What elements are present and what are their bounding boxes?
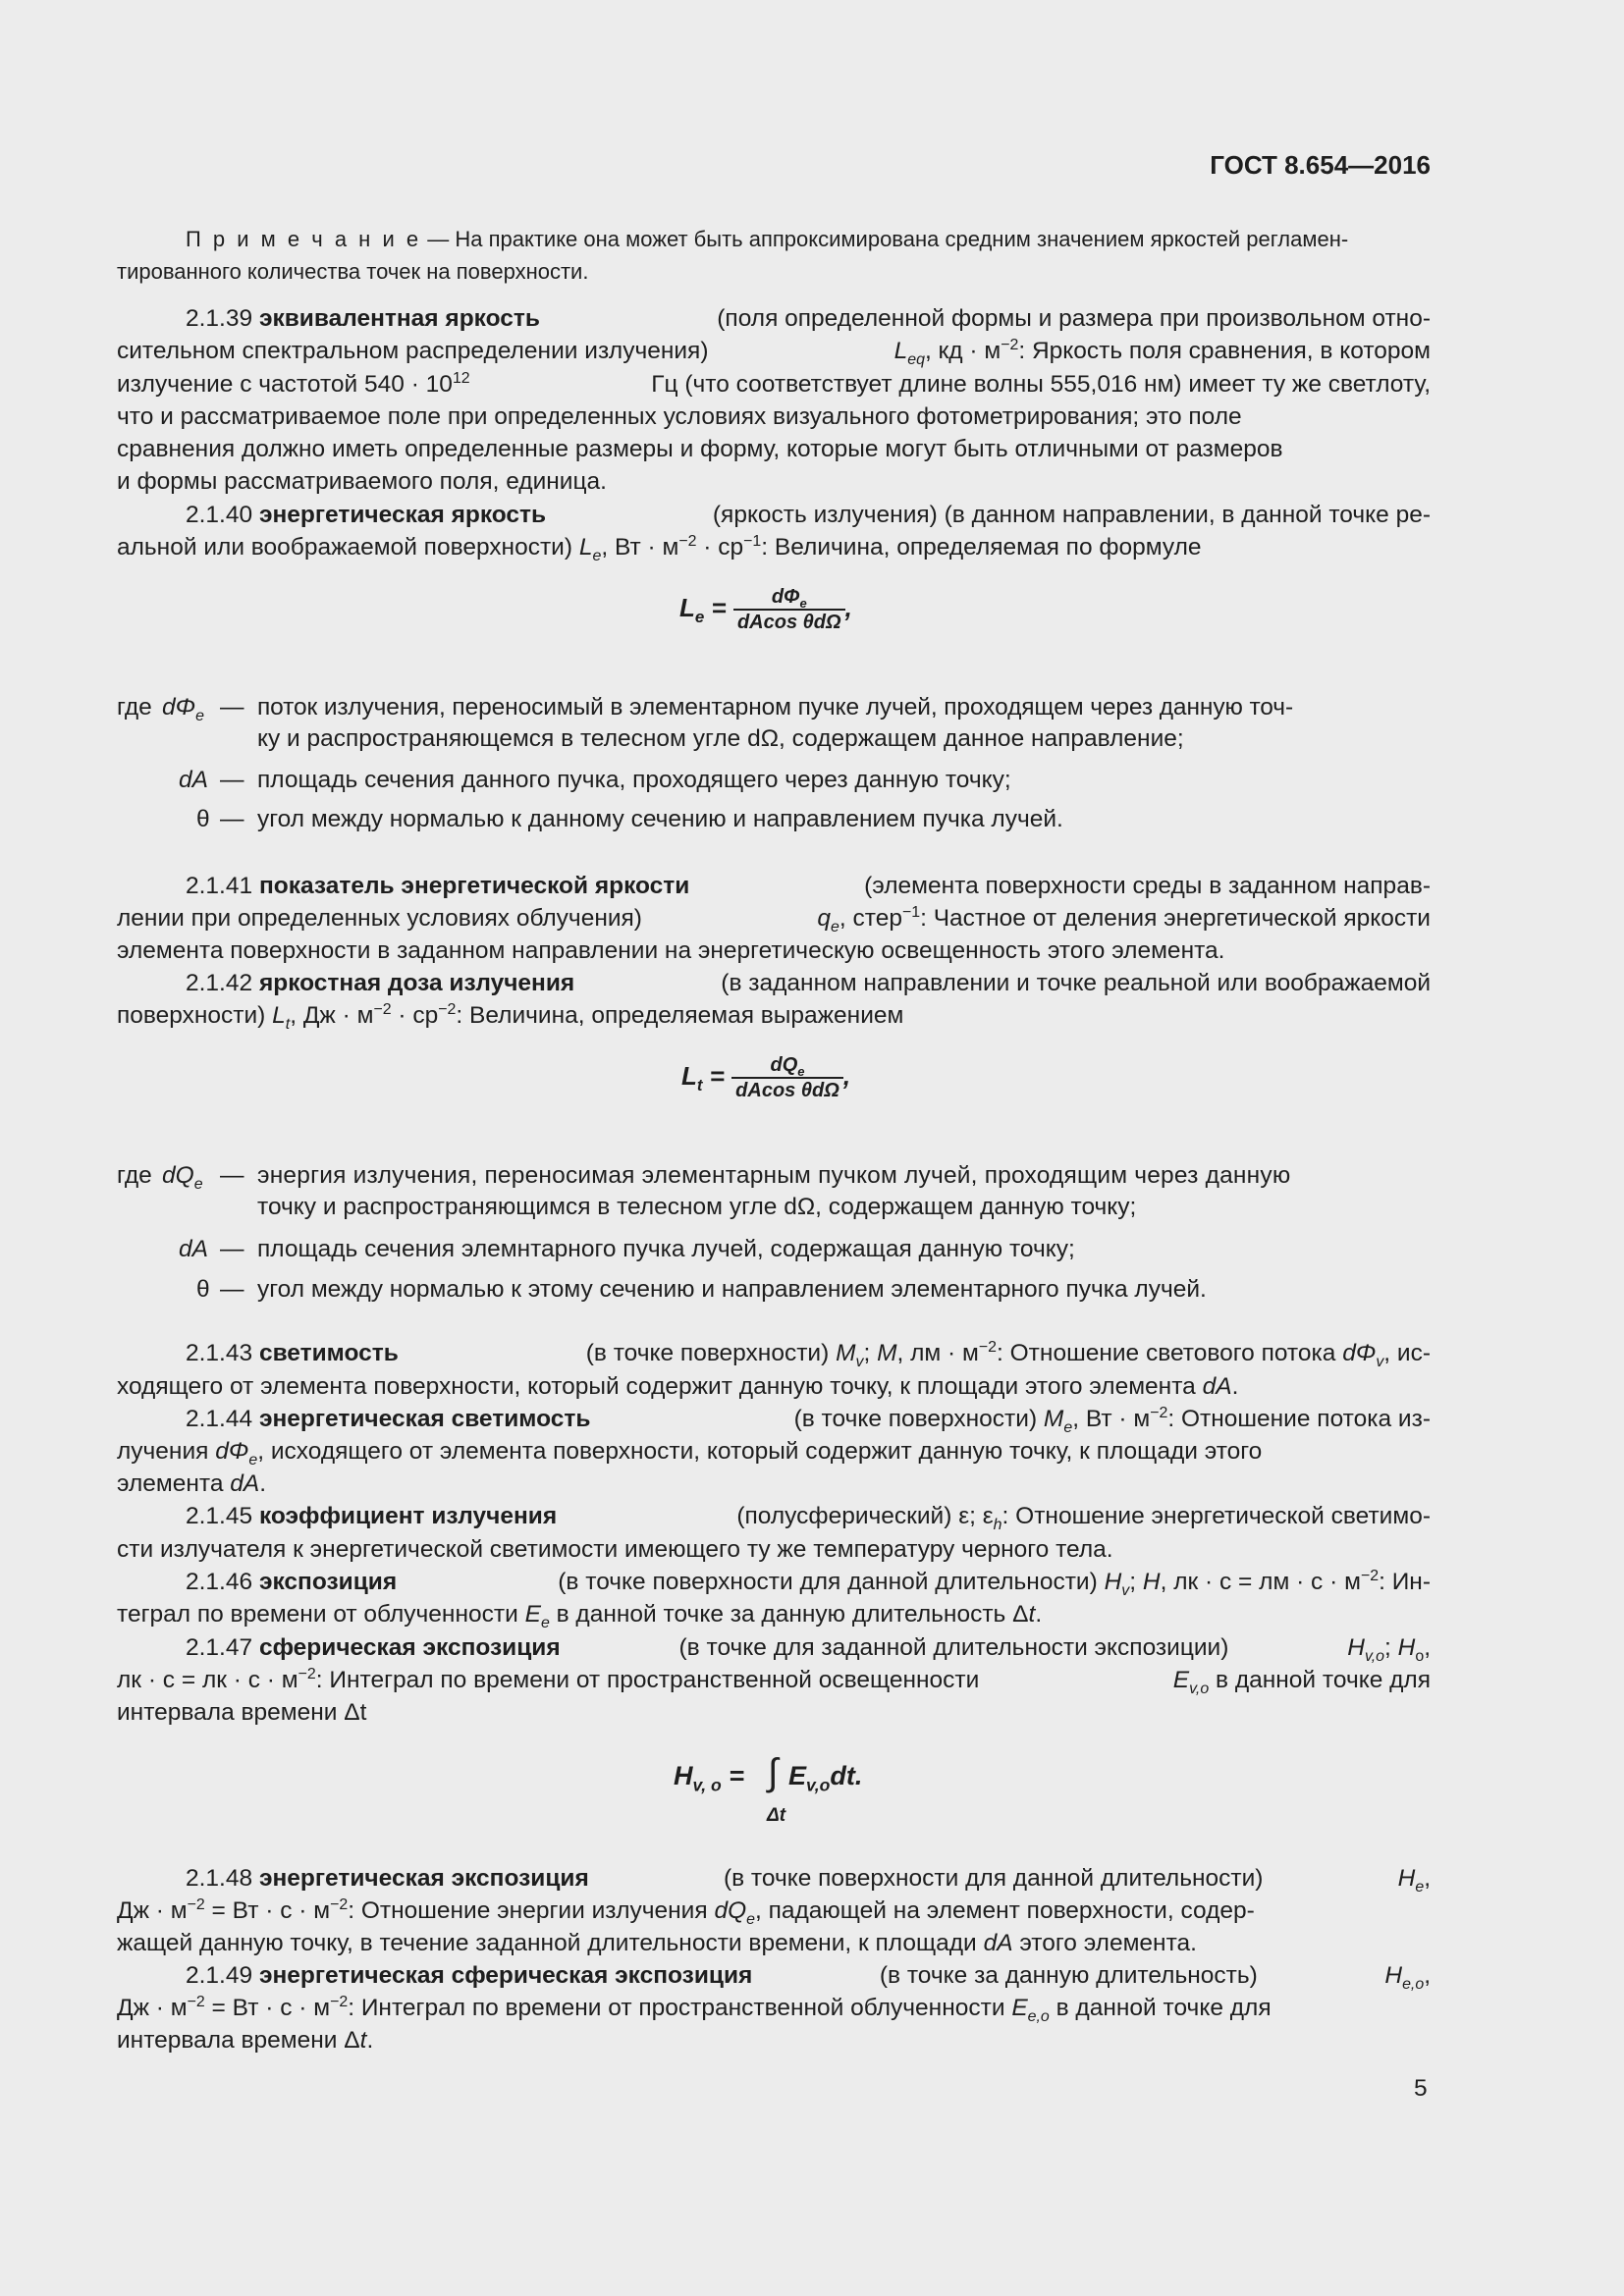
s43-line-2 [117, 1375, 1238, 1400]
s39-unit-sup: −2 [1001, 336, 1019, 353]
s39-line-6: и формы рассматриваемого поля, единица. [117, 468, 607, 495]
s40-formula-lhs: L [679, 592, 695, 622]
s44-unit-sup: −2 [1150, 1404, 1168, 1421]
s47-formula-integral: ∫ [768, 1752, 779, 1793]
s49-unit-2: = Вт · с · м [204, 1995, 331, 2021]
s47-formula-lhs: H [674, 1761, 693, 1790]
s40-def-1-dash: — [220, 694, 244, 721]
s43-symbol-2: M [877, 1340, 897, 1366]
s40-formula-num-sub: e [799, 596, 807, 611]
s49-unit-sup-1: −2 [187, 1993, 205, 2010]
s42-symbol: L [272, 1002, 286, 1029]
s42-formula-num: dQ [770, 1054, 798, 1076]
s42-def-2-dash: — [220, 1236, 244, 1262]
s41-symbol-sub: e [831, 918, 839, 935]
s42-formula-num-sub: e [797, 1064, 805, 1079]
s40-def-3-text: угол между нормалью к данному сечению и направлением пучка лучей. [257, 806, 1063, 832]
s42-formula-lhs-sub: t [696, 1076, 703, 1095]
s42-unit-sup-2: −2 [438, 1000, 457, 1018]
s46-text-1d: : Ин- [1379, 1569, 1431, 1595]
s48-symbol-sub: e [1415, 1878, 1425, 1896]
s44-line-3 [117, 1472, 266, 1497]
s46-unit-sup: −2 [1360, 1567, 1380, 1584]
s43-text-1d: : Отношение светового потока [997, 1340, 1336, 1366]
s40-def-1-text-1: поток излучения, переносимый в элементарном пучке лучей, проходящем через данную точ- [257, 694, 1294, 721]
s41-line-1 [186, 875, 1431, 899]
s41-number: 2.1.41 [186, 873, 253, 899]
s42-formula-lhs: L [681, 1060, 697, 1091]
s49-text-3-end: . [366, 2027, 374, 2054]
s40-formula-lhs-sub: e [694, 608, 705, 627]
s42-def-3-text: угол между нормалью к этому сечению и направлением элементарного пучка лучей. [257, 1276, 1207, 1303]
s49-symbol-e-sub: e,o [1027, 2007, 1050, 2025]
s48-unit: Дж · м [117, 1897, 188, 1924]
s39-number: 2.1.39 [186, 305, 253, 332]
s43-symbol-3: dΦ [1342, 1340, 1377, 1366]
s47-symbol-2: H [1397, 1634, 1416, 1661]
s44-text-2b: , исходящего от элемента поверхности, который содержит данную точку, к площади этого [257, 1438, 1263, 1465]
s42-def-1-line-2: точку и распространяющимся в телесном угле dΩ, содержащем данную точку; [257, 1194, 1137, 1220]
s45-text-1b: : Отношение энергетической светимо- [1001, 1503, 1431, 1529]
s43-symbol: M [836, 1340, 856, 1366]
s47-formula-tail: dt. [830, 1761, 863, 1790]
s44-number: 2.1.44 [186, 1406, 253, 1432]
s40-text-2a: альной или воображаемой поверхности) [117, 534, 573, 561]
s40-formula-tail: , [844, 592, 852, 622]
s39-line-2 [117, 336, 1431, 368]
s42-def-3-symbol: θ [196, 1276, 210, 1303]
s47-symbol: H [1347, 1634, 1365, 1661]
s42-def-3-dash: — [220, 1276, 244, 1303]
note-line-2: тированного количества точек на поверхности. [117, 259, 589, 284]
s43-unit-sup: −2 [978, 1338, 998, 1356]
s43-text-1a: (в точке поверхности) [585, 1340, 830, 1366]
s48-number: 2.1.48 [186, 1865, 253, 1892]
s47-text-1a: (в точке для заданной длительности экспозиции) [678, 1634, 1229, 1661]
s47-formula-body-sub: v,o [806, 1775, 831, 1795]
s40-line-2 [117, 532, 1202, 564]
s45-text-1a: (полусферический) ε; ε [736, 1503, 994, 1529]
s43-text-1e: , ис- [1383, 1340, 1431, 1366]
s44-symbol-2-sub: e [248, 1451, 258, 1468]
s46-sep: ; [1129, 1569, 1137, 1595]
s49-symbol-sub: e,o [1402, 1975, 1425, 1993]
s40-formula-den: dAcos θdΩ [733, 609, 845, 632]
s49-symbol-t: t [359, 2027, 367, 2054]
s44-text-2a: лучения [117, 1438, 209, 1465]
s41-text-1: (элемента поверхности среды в заданном направ- [864, 873, 1431, 899]
s47-symbol-e-sub: v,o [1189, 1680, 1210, 1697]
s40-formula-fraction [733, 587, 845, 632]
s40-formula-eq: = [704, 592, 733, 622]
s40-number: 2.1.40 [186, 502, 253, 528]
s49-unit: Дж · м [117, 1995, 188, 2021]
s40-term: энергетическая яркость [258, 502, 547, 528]
s40-def-1-line-1 [257, 696, 1431, 721]
s49-text-1b: , [1424, 1962, 1431, 1989]
s44-symbol-sub: e [1063, 1418, 1073, 1436]
s39-line-3 [117, 369, 1431, 398]
s41-line-2 [117, 903, 1431, 935]
s39-text-3b: Гц (что соответствует длине волны 555,016 нм) имеет ту же светлоту, [651, 371, 1431, 398]
s39-text-2c: : Яркость поля сравнения, в котором [1018, 338, 1431, 364]
s46-text-2b: в данной точке за данную длительность Δ [549, 1601, 1029, 1628]
s42-formula-eq: = [702, 1060, 732, 1091]
s47-sep: ; [1384, 1634, 1391, 1661]
s49-term: энергетическая сферическая экспозиция [258, 1962, 753, 1989]
s46-term: экспозиция [258, 1569, 398, 1595]
s48-text-2d: , падающей на элемент поверхности, содер- [755, 1897, 1255, 1924]
note-text-1: — На практике она может быть аппроксимирована средним значением яркостей регламен- [427, 227, 1349, 251]
s42-where: где [117, 1162, 152, 1189]
s44-symbol-da: dA [230, 1470, 260, 1497]
s43-unit: , лм · м [896, 1340, 979, 1366]
s47-unit-sup: −2 [298, 1665, 316, 1682]
s44-unit: , Вт · м [1072, 1406, 1151, 1432]
s49-text-2c: : Интеграл по времени от пространственной облученности [348, 1995, 1005, 2021]
s42-term: яркостная доза излучения [258, 970, 575, 996]
s47-line-3: интервала времени Δt [117, 1699, 367, 1726]
s45-line-1 [186, 1503, 1431, 1533]
s48-symbol-dq: dQ [714, 1897, 747, 1924]
s49-line-2 [117, 1993, 1431, 2025]
s40-def-3-dash: — [220, 806, 244, 832]
s39-text-3-sup: 12 [452, 369, 470, 387]
s46-symbol-t: t [1028, 1601, 1036, 1628]
s40-def-1-line-2: ку и распространяющемся в телесном угле dΩ, содержащем данное направление; [257, 725, 1184, 752]
s40-def-2-symbol: dA [179, 767, 208, 793]
s40-unit-sup-1: −2 [678, 532, 697, 550]
s44-text-3a: элемента [117, 1470, 224, 1497]
s42-formula-tail: , [842, 1060, 851, 1091]
s42-line-2 [117, 1000, 904, 1033]
s48-symbol-da: dA [983, 1930, 1013, 1956]
s44-line-2 [117, 1438, 1431, 1468]
s43-sep: ; [863, 1340, 871, 1366]
s44-symbol-2: dΦ [215, 1438, 249, 1465]
s48-text-1b: , [1424, 1865, 1431, 1892]
s42-formula [681, 1055, 850, 1100]
s42-unit-sup-1: −2 [373, 1000, 392, 1018]
s48-symbol-dq-sub: e [746, 1910, 755, 1928]
s45-line-2: сти излучателя к энергетической светимости имеющего ту же температуру черного тела. [117, 1536, 1113, 1563]
s43-symbol-sub: v [855, 1353, 864, 1370]
s48-unit-sup-2: −2 [330, 1896, 349, 1913]
s40-symbol: L [578, 534, 593, 561]
s49-symbol: H [1384, 1962, 1403, 1989]
s42-formula-den: dAcos θdΩ [731, 1077, 843, 1100]
s42-def-1-symbol: $dQ_e$ [162, 1162, 203, 1193]
s39-text-1: (поля определенной формы и размера при произвольном отно- [717, 305, 1431, 332]
s40-where: где [117, 694, 152, 721]
s49-text-2d: в данной точке для [1049, 1995, 1272, 2021]
s39-unit: , кд · м [924, 338, 1001, 364]
s47-symbol-sub: v,o [1364, 1647, 1384, 1665]
s44-text-1c: : Отношение потока из- [1167, 1406, 1431, 1432]
s47-formula [674, 1761, 752, 1795]
s46-number: 2.1.46 [186, 1569, 253, 1595]
s40-def-2-text: площадь сечения данного пучка, проходящего через данную точку; [257, 767, 1011, 793]
s43-number: 2.1.43 [186, 1340, 253, 1366]
s40-def-2-dash: — [220, 767, 244, 793]
s44-term: энергетическая светимость [258, 1406, 591, 1432]
s42-text-2d: : Величина, определяемая выражением [456, 1002, 904, 1029]
s39-text-3a: излучение с частотой 540 · 10 [117, 371, 453, 398]
s49-unit-sup-2: −2 [330, 1993, 349, 2010]
s41-text-2a: лении при определенных условиях облучения) [117, 905, 642, 932]
s42-def-1-dash: — [220, 1162, 244, 1189]
s47-line-1 [186, 1634, 1431, 1665]
s43-line-1 [186, 1338, 1431, 1370]
s47-formula-body [788, 1761, 863, 1795]
s47-text-2c: в данной точке для [1209, 1667, 1431, 1693]
s47-formula-lhs-sub: v, o [692, 1775, 722, 1795]
s39-term: эквивалентная яркость [258, 305, 540, 332]
s47-symbol-e: E [1172, 1667, 1190, 1693]
s45-number: 2.1.45 [186, 1503, 253, 1529]
s48-text-2c: : Отношение энергии излучения [348, 1897, 708, 1924]
s48-unit-2: = Вт · с · м [204, 1897, 331, 1924]
s42-unit: , Дж · м [290, 1002, 374, 1029]
s42-line-1 [186, 972, 1431, 996]
s39-text-2a: сительном спектральном распределении излучения) [117, 338, 709, 364]
s39-symbol-sub: eq [907, 350, 925, 368]
s46-symbol: H [1104, 1569, 1122, 1595]
s46-text-2a: теграл по времени от облученности [117, 1601, 518, 1628]
s43-term: светимость [258, 1340, 399, 1366]
s40-def-3-symbol: θ [196, 806, 210, 832]
s48-line-3 [117, 1932, 1197, 1956]
s46-symbol-sub: v [1121, 1581, 1130, 1599]
s40-unit-2: · ср [696, 534, 744, 561]
s47-line-2 [117, 1665, 1431, 1697]
s47-term: сферическая экспозиция [258, 1634, 561, 1661]
s46-symbol-e: E [524, 1601, 541, 1628]
s41-term: показатель энергетической яркости [258, 873, 690, 899]
s48-unit-sup-1: −2 [187, 1896, 205, 1913]
s44-line-1 [186, 1404, 1431, 1436]
s40-formula-num: dΦ [771, 586, 800, 608]
s46-unit: , лк · с = лм · с · м [1160, 1569, 1361, 1595]
s39-line-5: сравнения должно иметь определенные размеры и форму, которые могут быть отличными от размеров [117, 436, 1283, 462]
s45-symbol-sub: h [993, 1516, 1002, 1533]
s48-line-1 [186, 1865, 1431, 1896]
s41-symbol: q [817, 905, 832, 932]
s45-term: коэффициент излучения [258, 1503, 558, 1529]
s46-text-2-end: . [1035, 1601, 1043, 1628]
note-line-1 [186, 229, 1348, 250]
s42-number: 2.1.42 [186, 970, 253, 996]
s49-line-3 [117, 2029, 373, 2054]
s47-text-2b: : Интеграл по времени от пространственной освещенности [315, 1667, 980, 1693]
s40-symbol-sub: e [592, 547, 602, 564]
s46-text-1a: (в точке поверхности для данной длительности) [558, 1569, 1098, 1595]
s40-line-1 [186, 504, 1431, 528]
s42-def-1-line-1 [257, 1164, 1431, 1189]
document-code: ГОСТ 8.654—2016 [1210, 150, 1431, 180]
s40-text-1: (яркость излучения) (в данном направлении, в данной точке ре- [712, 502, 1431, 528]
s41-unit: , стер [839, 905, 902, 932]
s46-symbol-e-sub: e [540, 1614, 550, 1631]
s42-symbol-sub: t [285, 1015, 291, 1033]
s44-text-3-end: . [259, 1470, 267, 1497]
s42-text-2a: поверхности) [117, 1002, 266, 1029]
s40-def-1-symbol: $d\Phi_e$ [162, 694, 204, 724]
s43-symbol-da: dA [1202, 1373, 1232, 1400]
s47-symbol-2-sub: o [1415, 1647, 1425, 1665]
s44-symbol: M [1043, 1406, 1064, 1432]
s46-line-1 [186, 1567, 1431, 1599]
s41-text-2c: : Частное от деления энергетической яркости [920, 905, 1431, 932]
s48-text-3b: этого элемента. [1012, 1930, 1197, 1956]
s49-text-1a: (в точке за данную длительность) [879, 1962, 1258, 1989]
s43-text-2: ходящего от элемента поверхности, который содержит данную точку, к площади этого элемента [117, 1373, 1196, 1400]
s46-symbol-2: H [1142, 1569, 1161, 1595]
s49-number: 2.1.49 [186, 1962, 253, 1989]
s48-symbol: H [1397, 1865, 1416, 1892]
s48-text-3a: жащей данную точку, в течение заданной длительности времени, к площади [117, 1930, 977, 1956]
s48-line-2 [117, 1896, 1431, 1928]
s41-unit-sup: −1 [901, 903, 921, 921]
s42-def-1-text-1: энергия излучения, переносимая элементарным пучком лучей, проходящим через данную [257, 1162, 1291, 1189]
s41-line-3: элемента поверхности в заданном направлении на энергетическую освещенность этого элемента. [117, 937, 1225, 964]
s47-formula-integral-limit: Δt [767, 1805, 786, 1826]
s39-symbol: L [893, 338, 908, 364]
s47-formula-eq: = [721, 1761, 752, 1790]
s40-unit: , Вт · м [601, 534, 679, 561]
s40-formula [679, 587, 852, 632]
s46-line-2 [117, 1601, 1043, 1631]
s48-text-1a: (в точке поверхности для данной длительности) [723, 1865, 1264, 1892]
s42-def-2-symbol: dA [179, 1236, 208, 1262]
s40-unit-sup-2: −1 [743, 532, 762, 550]
s44-text-1a: (в точке поверхности) [793, 1406, 1038, 1432]
s43-text-2-end: . [1231, 1373, 1239, 1400]
s47-unit: лк · с = лк · с · м [117, 1667, 298, 1693]
s42-formula-fraction [731, 1055, 843, 1100]
s42-text-1: (в заданном направлении и точке реальной или воображаемой [721, 970, 1431, 996]
s39-line-1 [186, 307, 1431, 332]
s47-formula-body-symbol: E [788, 1761, 807, 1790]
s39-line-4: что и рассматриваемое поле при определенных условиях визуального фотометрирования; это поле [117, 403, 1242, 430]
s42-unit-2: · ср [391, 1002, 439, 1029]
note-label: П р и м е ч а н и е [186, 227, 422, 251]
s49-symbol-e: E [1011, 1995, 1028, 2021]
s47-text-1c: , [1424, 1634, 1431, 1661]
s42-def-2-text: площадь сечения элемнтарного пучка лучей, содержащая данную точку; [257, 1236, 1075, 1262]
s49-line-1 [186, 1962, 1431, 1993]
s40-text-2d: : Величина, определяемая по формуле [761, 534, 1202, 561]
s48-term: энергетическая экспозиция [258, 1865, 589, 1892]
s47-number: 2.1.47 [186, 1634, 253, 1661]
s43-symbol-3-sub: v [1376, 1353, 1384, 1370]
page-number: 5 [1414, 2075, 1428, 2102]
s49-text-3a: интервала времени Δ [117, 2027, 360, 2054]
